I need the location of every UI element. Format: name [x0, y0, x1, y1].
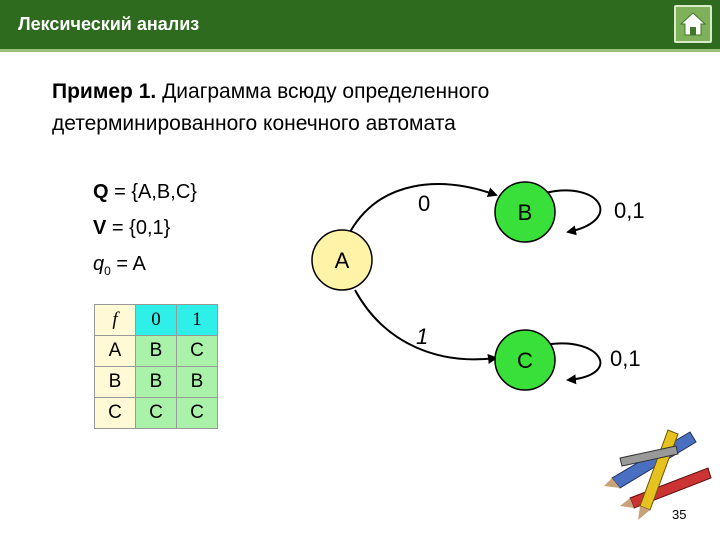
edge-a-to-c-label: 1: [416, 324, 429, 349]
table-cell: C: [95, 398, 136, 429]
state-b-label: B: [517, 200, 533, 225]
heading-line2: детерминированного конечного автомата: [52, 112, 456, 135]
page-number: 35: [672, 507, 687, 522]
table-cell: C: [177, 398, 218, 429]
pencils-icon: [604, 430, 711, 520]
table-header-cell: 0: [136, 305, 177, 336]
table-cell: B: [177, 367, 218, 398]
loop-c-label: 0,1: [610, 346, 641, 371]
heading-line1: Диаграмма всюду определенного: [156, 80, 490, 103]
table-cell: B: [95, 367, 136, 398]
state-c-label: C: [517, 348, 533, 373]
loop-b-label: 0,1: [614, 198, 645, 223]
initial-state-def: $q_0 = A$: [93, 253, 146, 278]
table-cell: C: [177, 336, 218, 367]
table-header-cell: 1: [177, 305, 218, 336]
state-a-label: A: [334, 248, 350, 273]
table-cell: C: [136, 398, 177, 429]
alphabet-def: V = {0,1}: [93, 217, 171, 239]
example-label: Пример 1.: [52, 80, 157, 103]
slide-title: Лексический анализ: [18, 14, 200, 34]
table-header-cell: f: [95, 305, 136, 336]
edge-a-to-b-label: 0: [418, 191, 431, 216]
table-cell: B: [136, 367, 177, 398]
states-def: Q = {A,B,C}: [93, 181, 197, 203]
table-cell: A: [95, 336, 136, 367]
table-cell: B: [136, 336, 177, 367]
